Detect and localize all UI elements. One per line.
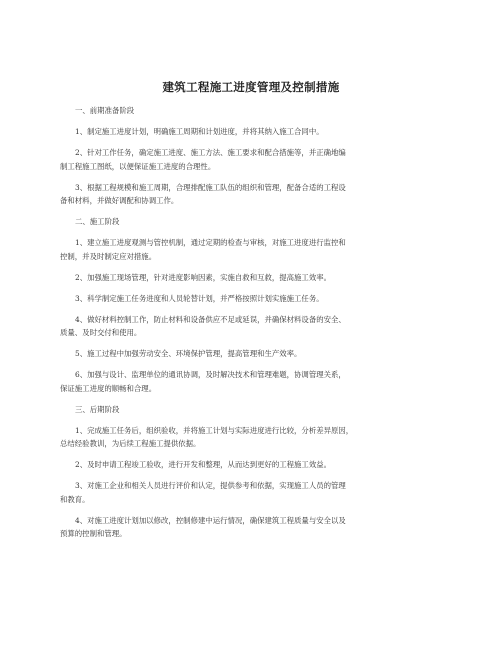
paragraph-line: 制工程施工图纸，以便保证施工进度的合理性。 [60, 161, 216, 171]
paragraph-line: 质量、及时交付和使用。 [60, 328, 142, 337]
paragraph [60, 368, 450, 395]
paragraph [60, 236, 450, 263]
paragraph-line: 控制，并及时制定应对措施。 [60, 251, 157, 261]
paragraph [60, 514, 450, 541]
paragraph-line: 和教育。 [60, 494, 90, 504]
paragraph-line: 2、针对工作任务，确定施工进度、施工方法、施工要求和配合措施等，并正确地编 [75, 148, 346, 157]
paragraph-line: 5、施工过程中加强劳动安全、环境保护管理，提高管理和生产效率。 [75, 349, 302, 358]
paragraph-line: 1、制定施工进度计划，明确施工周期和计划进度，并将其纳入施工合同中。 [75, 127, 324, 136]
paragraph-line: 1、建立施工进度观测与管控机制，通过定期的检查与审核，对施工进度进行监控和 [75, 238, 346, 247]
paragraph-line: 3、根据工程规模和施工周期，合理排配施工队伍的组织和管理，配备合适的工程设 [75, 182, 346, 192]
paragraph [60, 479, 450, 506]
paragraph [60, 146, 450, 173]
paragraph [60, 271, 450, 285]
paragraph-line: 2、及时申请工程竣工验收，进行开发和整理，从而达到更好的工程施工效益。 [75, 460, 331, 469]
paragraph-line: 6、加强与设计、监理单位的通讯协调，及时解决技术和管理难题，协调管理关系， [75, 370, 346, 379]
paragraph-line: 总结经验教训，为后续工程施工提供依据。 [60, 439, 201, 448]
paragraph-line: 3、科学制定施工任务进度和人员轮替计划，并严格按照计划实施施工任务。 [75, 293, 324, 303]
paragraph [60, 458, 450, 472]
paragraph [60, 181, 450, 208]
paragraph [60, 313, 450, 340]
document-body [60, 104, 450, 548]
paragraph-line: 备和材料，并做好调配和协调工作。 [60, 196, 179, 205]
paragraph [60, 292, 450, 306]
paragraph-line: 4、做好材料控制工作，防止材料和设备供应不足或延误，并确保材料设备的安全、 [75, 314, 346, 324]
paragraph-line: 1、完成施工任务后，组织验收，并将施工计划与实际进度进行比较，分析差异原因， [75, 425, 354, 435]
paragraph-line: 保证施工进度的顺畅和合理。 [60, 383, 157, 393]
section-heading: 三、后期阶段 [75, 404, 120, 414]
paragraph [60, 424, 450, 451]
section-heading: 一、前期准备阶段 [75, 106, 135, 115]
paragraph-line: 4、对施工进度计划加以修改，控制修建中运行情况，确保建筑工程质量与安全以及 [75, 515, 346, 525]
paragraph-line: 预算的控制和管理。 [60, 529, 127, 538]
paragraph-line: 3、对施工企业和相关人员进行评价和认定，提供参考和依据，实现施工人员的管理 [75, 481, 346, 490]
paragraph-line: 2、加强施工现场管理，针对进度影响因素，实施自救和互救，提高施工效率。 [75, 272, 331, 282]
paragraph [60, 125, 450, 139]
section-heading: 二、施工阶段 [75, 217, 120, 226]
paragraph [60, 347, 450, 361]
document-title: 建筑工程施工进度管理及控制措施 [162, 80, 340, 94]
